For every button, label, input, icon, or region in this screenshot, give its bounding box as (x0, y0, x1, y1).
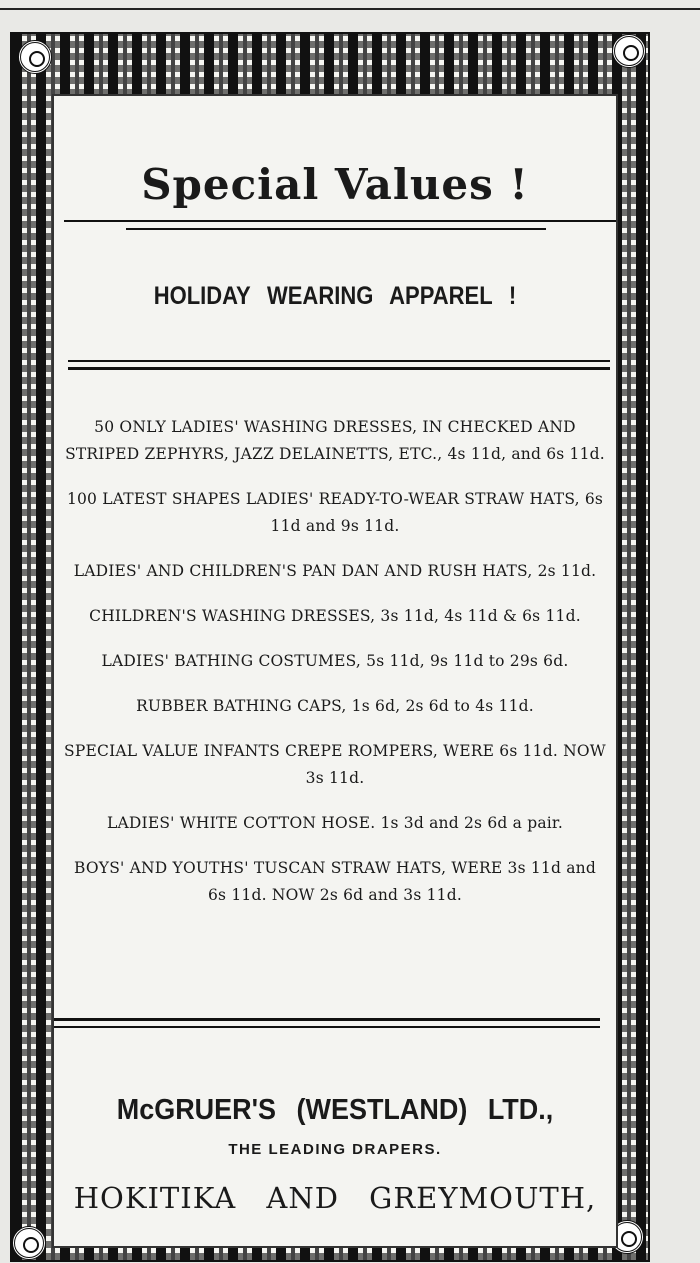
list-item: RUBBER BATHING CAPS, 1s 6d, 2s 6d to 4s 11d. (136, 697, 534, 715)
list-item: BOYS' AND YOUTHS' TUSCAN STRAW HATS, WERE 3s 11d and 6s 11d. NOW 2s 6d and 3s 11d. (74, 859, 596, 904)
item-list (64, 414, 606, 927)
list-item: 100 LATEST SHAPES LADIES' READY-TO-WEAR STRAW HATS, 6s 11d and 9s 11d. (66, 490, 604, 535)
page-title: Special Values ! (141, 160, 529, 209)
subtitle: HOLIDAY WEARING APPAREL ! (153, 282, 517, 310)
decorative-border (10, 32, 650, 1262)
top-right-ornament-icon (612, 34, 646, 68)
advertisement-panel (52, 94, 618, 1248)
top-left-ornament-icon (18, 40, 52, 74)
bottom-left-ornament-icon (12, 1226, 46, 1260)
list-item: 50 ONLY LADIES' WASHING DRESSES, IN CHECKED AND STRIPED ZEPHYRS, JAZZ DELAINETTS, ETC., 4s 11d, and 6s 11d. (65, 418, 605, 463)
divider (68, 360, 610, 362)
divider (54, 1026, 600, 1028)
top-page-rule (0, 8, 700, 10)
town-names: HOKITIKA AND GREYMOUTH, (73, 1181, 597, 1215)
list-item: CHILDREN'S WASHING DRESSES, 3s 11d, 4s 11d & 6s 11d. (89, 607, 581, 625)
divider (126, 228, 546, 230)
divider (54, 1018, 600, 1021)
tagline: THE LEADING DRAPERS. (228, 1141, 442, 1158)
list-item: LADIES' BATHING COSTUMES, 5s 11d, 9s 11d to 29s 6d. (101, 652, 569, 670)
list-item: LADIES' AND CHILDREN'S PAN DAN AND RUSH HATS, 2s 11d. (73, 562, 597, 580)
list-item: SPECIAL VALUE INFANTS CREPE ROMPERS, WERE 6s 11d. NOW 3s 11d. (64, 742, 606, 787)
company-name: McGRUER'S (WESTLAND) LTD., (116, 1094, 554, 1126)
list-item: LADIES' WHITE COTTON HOSE. 1s 3d and 2s 6d a pair. (107, 814, 563, 832)
divider (64, 220, 616, 222)
divider (68, 367, 610, 370)
